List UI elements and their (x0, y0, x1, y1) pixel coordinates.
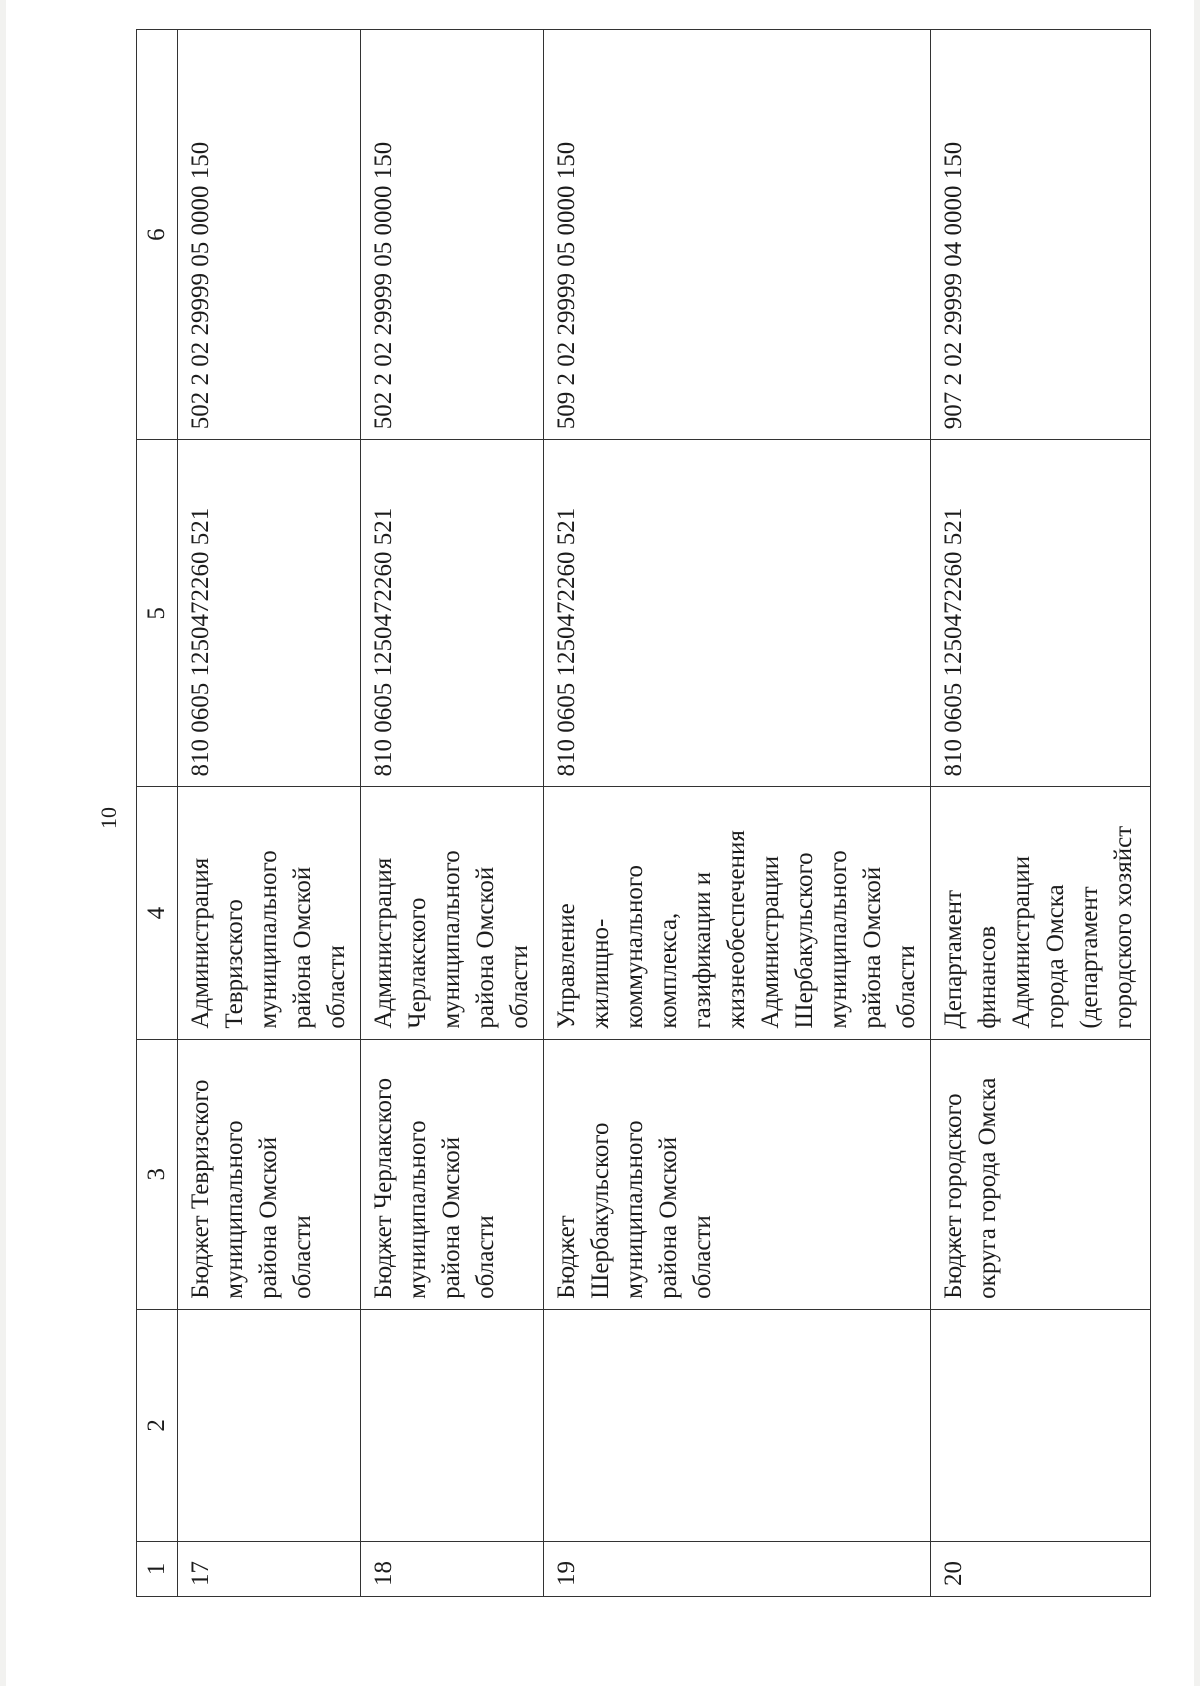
budget-cell: Бюджет Черлакского муниципального района Омской области (361, 1039, 544, 1309)
row-number: 19 (544, 1541, 931, 1596)
row-number: 20 (931, 1541, 1151, 1596)
col2-cell (544, 1309, 931, 1541)
rotated-table-container (136, 29, 1151, 1597)
code6-cell: 509 2 02 29999 05 0000 150 (544, 30, 931, 440)
table-row (178, 30, 361, 1597)
table-row (544, 30, 931, 1597)
col2-cell (931, 1309, 1151, 1541)
page-number: 10 (96, 807, 121, 829)
code5-cell: 810 0605 1250472260 521 (361, 440, 544, 787)
code6-cell: 502 2 02 29999 05 0000 150 (178, 30, 361, 440)
table-header-row (137, 30, 178, 1597)
column-header: 1 (137, 1541, 178, 1596)
table-row (931, 30, 1151, 1597)
administrator-cell: Администрация Тевризского муниципального района Омской области (178, 787, 361, 1039)
code6-cell: 907 2 02 29999 04 0000 150 (931, 30, 1151, 440)
code5-cell: 810 0605 1250472260 521 (178, 440, 361, 787)
administrator-cell: Департамент финансов Администрации города Омска (департамент городского хозяйст (931, 787, 1151, 1039)
col2-cell (178, 1309, 361, 1541)
budget-cell: Бюджет Шербакульского муниципального района Омской области (544, 1039, 931, 1309)
budget-cell: Бюджет Тевризского муниципального района Омской области (178, 1039, 361, 1309)
col2-cell (361, 1309, 544, 1541)
administrator-cell: Администрация Черлакского муниципального района Омской области (361, 787, 544, 1039)
code5-cell: 810 0605 1250472260 521 (931, 440, 1151, 787)
allocation-table (136, 29, 1151, 1597)
column-header: 2 (137, 1309, 178, 1541)
document-page (6, 0, 1194, 1686)
column-header: 5 (137, 440, 178, 787)
row-number: 17 (178, 1541, 361, 1596)
code6-cell: 502 2 02 29999 05 0000 150 (361, 30, 544, 440)
table-row (361, 30, 544, 1597)
code5-cell: 810 0605 1250472260 521 (544, 440, 931, 787)
column-header: 6 (137, 30, 178, 440)
budget-cell: Бюджет городского округа города Омска (931, 1039, 1151, 1309)
administrator-cell: Управление жилищно-коммунального комплекса, газификации и жизнеобеспечения Администрации Шербакульского муниципального района Омской области (544, 787, 931, 1039)
column-header: 4 (137, 787, 178, 1039)
row-number: 18 (361, 1541, 544, 1596)
column-header: 3 (137, 1039, 178, 1309)
